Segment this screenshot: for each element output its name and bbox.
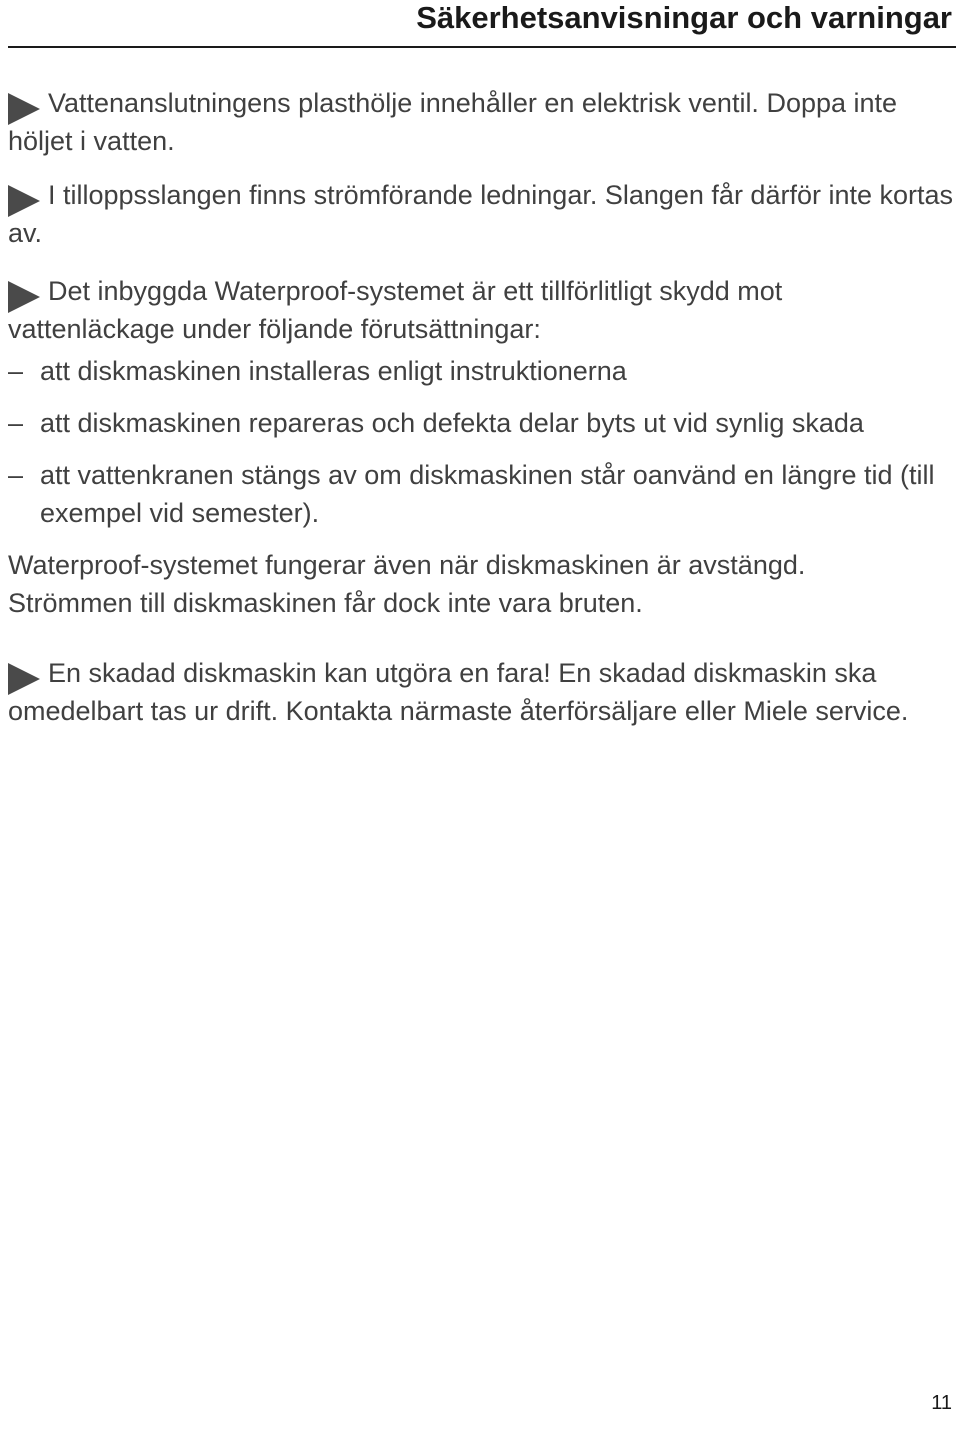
list-item-text: att vattenkranen stängs av om diskmaskinen står oanvänd en längre tid (till exempel vid semester). bbox=[40, 460, 935, 528]
triangle-right-icon bbox=[8, 185, 40, 217]
list-item-text: att diskmaskinen repareras och defekta delar byts ut vid synlig skada bbox=[40, 408, 864, 438]
dash-marker: – bbox=[8, 408, 24, 438]
page-number: 11 bbox=[931, 1392, 952, 1414]
dash-marker: – bbox=[8, 460, 24, 490]
dash-marker: – bbox=[8, 356, 24, 386]
warning-text: Det inbyggda Waterproof-systemet är ett tillförlitligt skydd mot vattenläckage under följande förutsättningar: bbox=[8, 276, 783, 344]
warning-text: Vattenanslutningens plasthölje innehåller en elektrisk ventil. Doppa inte höljet i vatten. bbox=[8, 88, 898, 156]
safety-content bbox=[8, 84, 954, 746]
list-item bbox=[8, 352, 954, 390]
list-item bbox=[8, 456, 954, 532]
warning-text: I tilloppsslangen finns strömförande ledningar. Slangen får därför inte kortas av. bbox=[8, 180, 954, 248]
triangle-right-icon bbox=[8, 281, 40, 313]
header-divider bbox=[8, 46, 956, 48]
page-header-title: Säkerhetsanvisningar och varningar bbox=[416, 0, 952, 35]
note-line-1: Waterproof-systemet fungerar även när diskmaskinen är avstängd. bbox=[8, 550, 806, 580]
note-line-2: Strömmen till diskmaskinen får dock inte vara bruten. bbox=[8, 588, 643, 618]
triangle-right-icon bbox=[8, 663, 40, 695]
warning-plastic-housing bbox=[8, 84, 954, 160]
conditions-list bbox=[8, 352, 954, 532]
list-item-text: att diskmaskinen installeras enligt instruktionerna bbox=[40, 356, 627, 386]
list-item bbox=[8, 404, 954, 442]
warning-text: En skadad diskmaskin kan utgöra en fara! En skadad diskmaskin ska omedelbart tas ur drift. Kontakta närmaste återförsäljare eller Miele service. bbox=[8, 658, 909, 726]
waterproof-note bbox=[8, 546, 954, 622]
triangle-right-icon bbox=[8, 93, 40, 125]
warning-inlet-hose bbox=[8, 176, 954, 252]
warning-damaged-machine bbox=[8, 654, 954, 730]
warning-waterproof-system bbox=[8, 272, 954, 348]
